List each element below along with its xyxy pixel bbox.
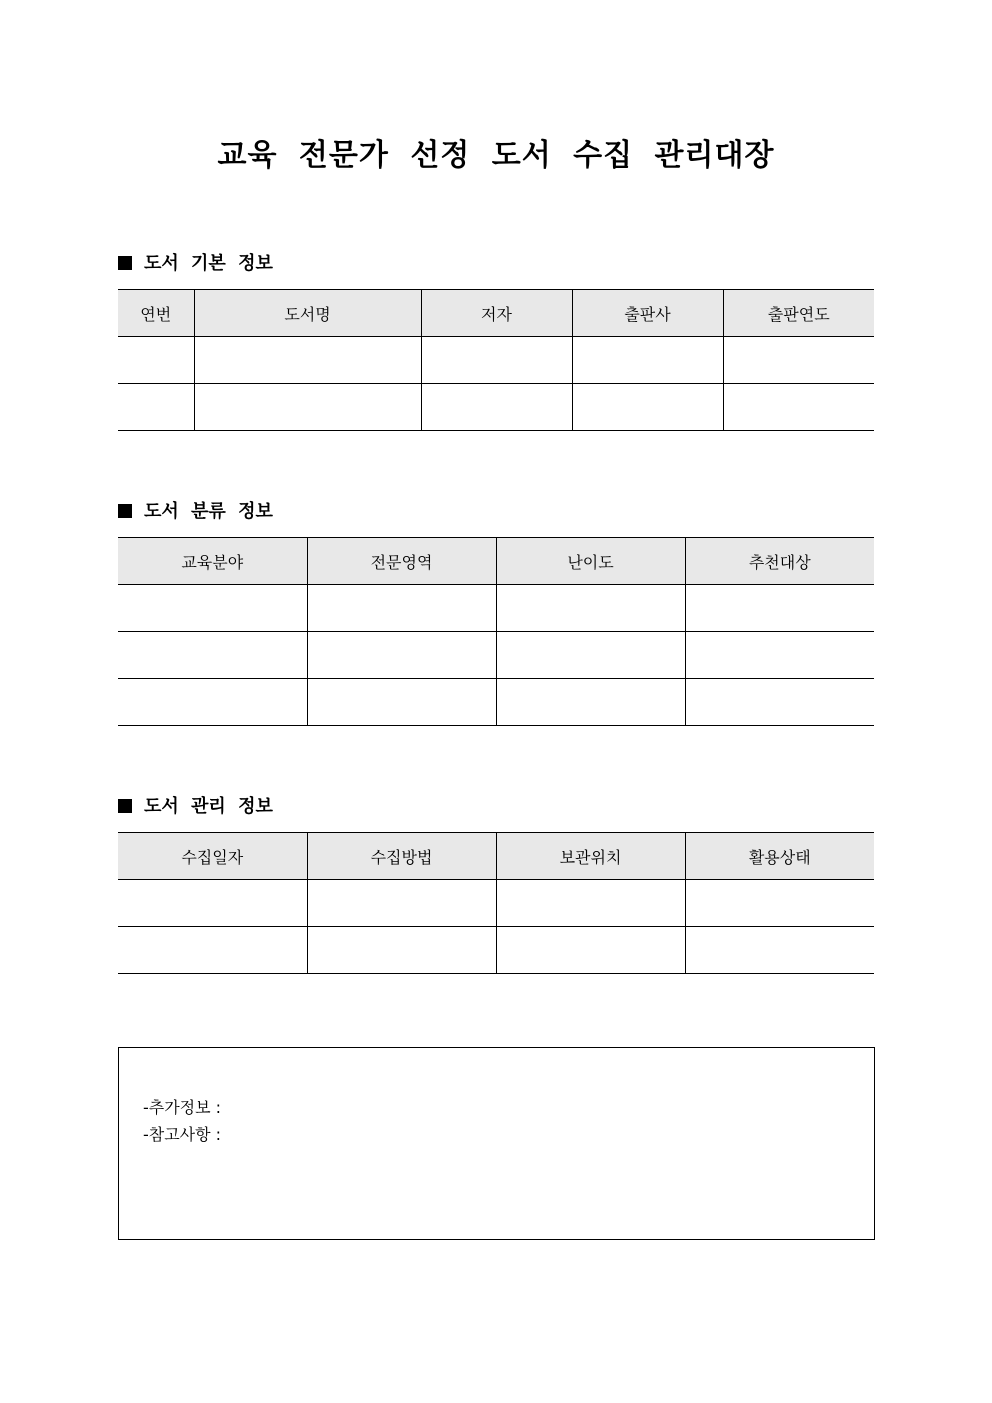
table-cell[interactable] [307,585,496,632]
column-header: 출판사 [572,290,723,337]
column-header: 수집일자 [118,833,307,880]
table-cell[interactable] [421,384,572,431]
table-row [118,927,874,974]
table-row [118,632,874,679]
table-row [118,585,874,632]
table-cell[interactable] [118,337,194,384]
table-header-row [118,290,874,337]
table-cell[interactable] [421,337,572,384]
table-cell[interactable] [307,679,496,726]
column-header: 보관위치 [496,833,685,880]
square-bullet-icon [118,799,132,813]
column-header: 도서명 [194,290,421,337]
memo-notes: -참고사항 : [143,1125,222,1144]
section-heading-classification [118,499,273,525]
section-label: 도서 기본 정보 [144,253,273,274]
classification-info-table [118,537,874,726]
table-row [118,384,874,431]
table-cell[interactable] [307,927,496,974]
table-cell[interactable] [496,632,685,679]
table-cell[interactable] [723,337,874,384]
column-header: 출판연도 [723,290,874,337]
table-header-row [118,538,874,585]
table-cell[interactable] [496,585,685,632]
column-header: 난이도 [496,538,685,585]
column-header: 추천대상 [685,538,874,585]
table-cell[interactable] [118,679,307,726]
table-cell[interactable] [496,927,685,974]
table-cell[interactable] [685,632,874,679]
table-cell[interactable] [572,384,723,431]
basic-info-table [118,289,874,431]
square-bullet-icon [118,256,132,270]
column-header: 수집방법 [307,833,496,880]
column-header: 활용상태 [685,833,874,880]
column-header: 전문영역 [307,538,496,585]
table-cell[interactable] [685,927,874,974]
square-bullet-icon [118,504,132,518]
table-cell[interactable] [572,337,723,384]
table-row [118,880,874,927]
table-cell[interactable] [496,679,685,726]
table-cell[interactable] [118,632,307,679]
page-title: 교육 전문가 선정 도서 수집 관리대장 [217,138,775,173]
section-label: 도서 분류 정보 [144,501,273,522]
table-row [118,679,874,726]
column-header: 저자 [421,290,572,337]
table-cell[interactable] [194,337,421,384]
table-cell[interactable] [496,880,685,927]
table-cell[interactable] [307,632,496,679]
memo-box[interactable] [118,1047,875,1240]
section-heading-management [118,794,273,820]
table-cell[interactable] [118,927,307,974]
table-cell[interactable] [723,384,874,431]
table-cell[interactable] [307,880,496,927]
management-info-table [118,832,874,974]
memo-additional-info: -추가정보 : [143,1098,222,1117]
table-cell[interactable] [118,880,307,927]
table-cell[interactable] [685,585,874,632]
column-header: 연번 [118,290,194,337]
table-row [118,337,874,384]
section-heading-basic [118,251,273,277]
table-header-row [118,833,874,880]
table-cell[interactable] [685,679,874,726]
table-cell[interactable] [194,384,421,431]
table-cell[interactable] [685,880,874,927]
column-header: 교육분야 [118,538,307,585]
table-cell[interactable] [118,384,194,431]
table-cell[interactable] [118,585,307,632]
section-label: 도서 관리 정보 [144,796,273,817]
